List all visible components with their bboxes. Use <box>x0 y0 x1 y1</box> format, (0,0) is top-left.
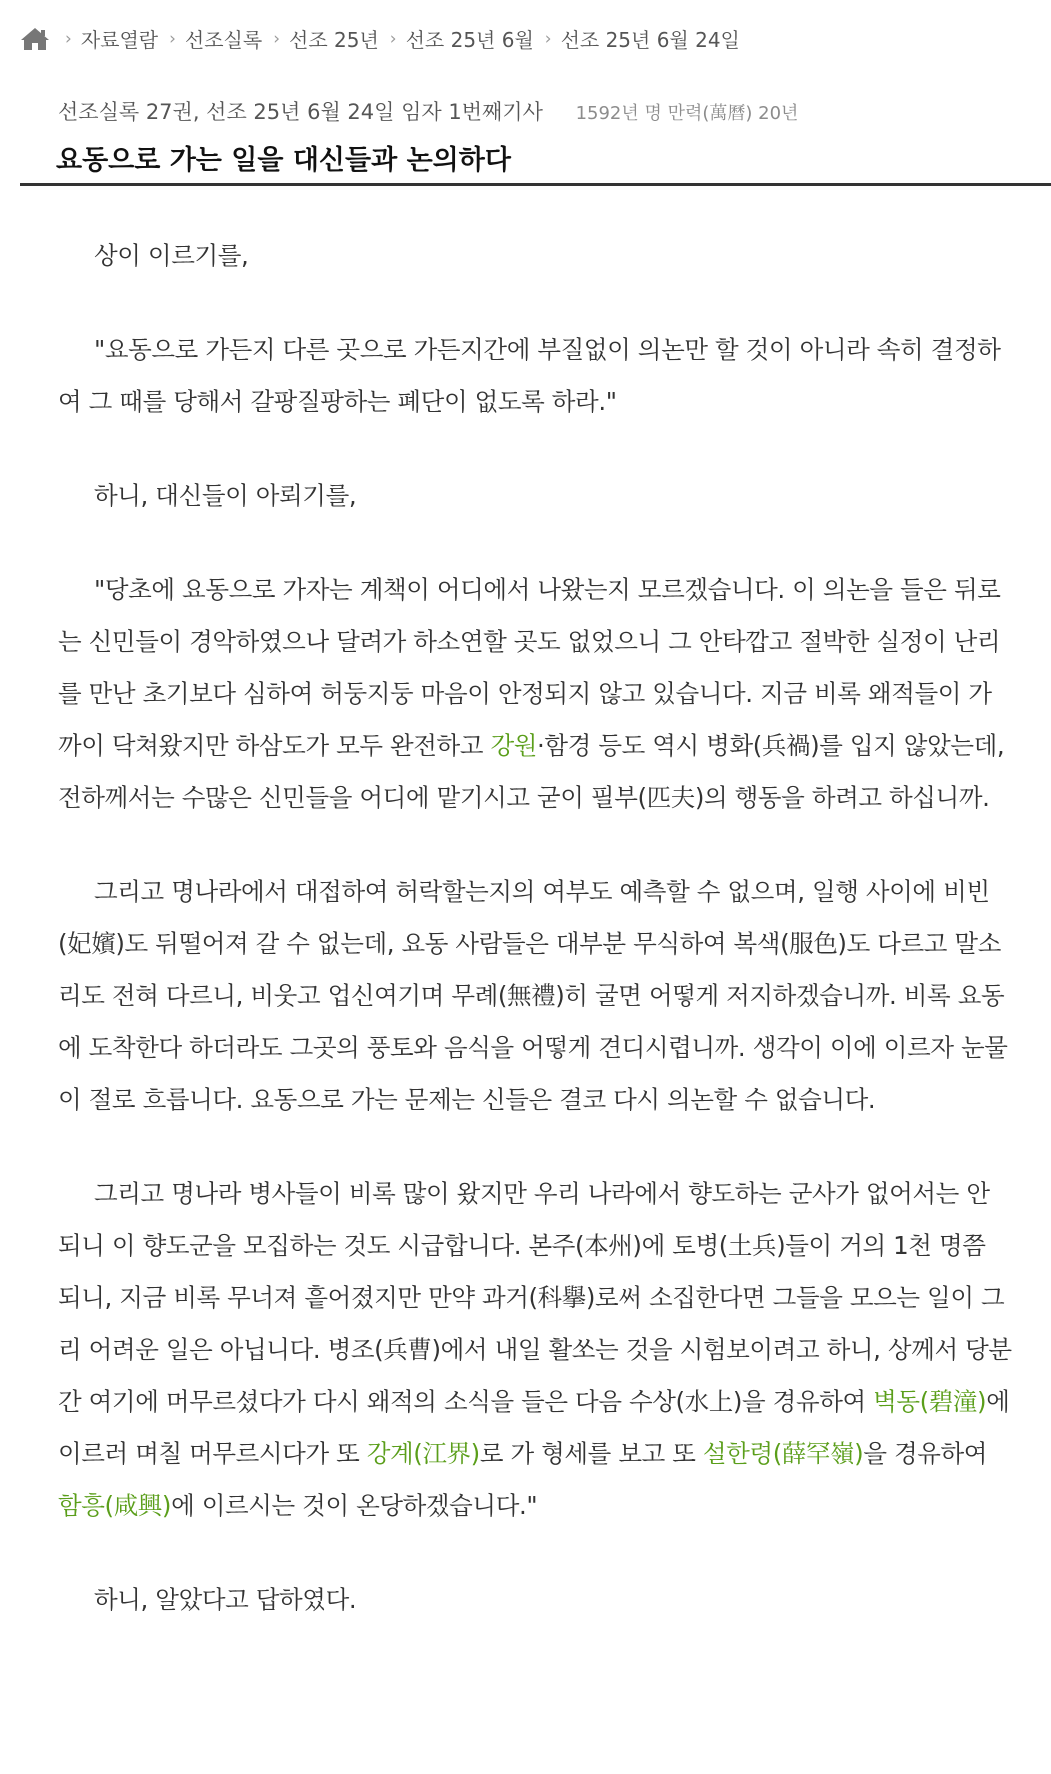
page-title: 요동으로 가는 일을 대신들과 논의하다 <box>56 145 511 176</box>
title-divider <box>20 183 1051 186</box>
breadcrumb-item-year[interactable]: 선조 25년 <box>289 28 379 52</box>
article-meta <box>58 96 798 126</box>
chevron-right-icon: › <box>273 28 280 49</box>
paragraph-6-text-c: 로 가 형세를 보고 또 <box>479 1439 703 1468</box>
article-source: 선조실록 27권, 선조 25년 6월 24일 임자 1번째기사 <box>58 100 543 124</box>
paragraph-4-text-a: "당초에 요동으로 가자는 계책이 어디에서 나왔는지 모르겠습니다. 이 의논을 들은 뒤로는 신민들이 경악하였으나 달려가 하소연할 곳도 없었으니 그 안타깝고 절박한 실정이 난리를 만난 초기보다 심하여 허둥지둥 마음이 안정되지 않고 있습니다. 지금 비록 왜적들이 가까이 닥쳐왔지만 하삼도가 모두 완전하고 <box>58 575 1001 760</box>
paragraph-2: "요동으로 가든지 다른 곳으로 가든지간에 부질없이 의논만 할 것이 아니라 속히 결정하여 그 때를 당해서 갈팡질팡하는 폐단이 없도록 하라." <box>58 335 1001 416</box>
home-icon[interactable] <box>20 27 50 51</box>
article-year-info: 1592년 명 만력(萬曆) 20년 <box>575 103 799 124</box>
place-link-byeokdong[interactable]: 벽동(碧潼) <box>873 1387 987 1416</box>
paragraph-4-text-b: ·함경 등도 역시 병화(兵禍)를 입지 않았는데, 전하께서는 수많은 신민들을 어디에 맡기시고 굳이 필부(匹夫)의 행동을 하려고 하십니까. <box>58 731 1005 812</box>
paragraph-7: 하니, 알았다고 답하였다. <box>94 1585 357 1614</box>
paragraph-6-text-b: 에 이르러 며칠 머무르시다가 또 <box>58 1387 1010 1468</box>
place-link-seolhanryeong[interactable]: 설한령(薛罕嶺) <box>702 1439 864 1468</box>
breadcrumb-item-archive[interactable]: 자료열람 <box>80 28 159 52</box>
paragraph-1: 상이 이르기를, <box>94 241 249 270</box>
place-link-hamheung[interactable]: 함흥(咸興) <box>58 1491 172 1520</box>
paragraph-3: 하니, 대신들이 아뢰기를, <box>94 481 357 510</box>
chevron-right-icon: › <box>65 28 72 49</box>
paragraph-5: 그리고 명나라에서 대접하여 허락할는지의 여부도 예측할 수 없으며, 일행 사이에 비빈(妃嬪)도 뒤떨어져 갈 수 없는데, 요동 사람들은 대부분 무식하여 복색(服色)도 다르고 말소리도 전혀 다르니, 비웃고 업신여기며 무례(無禮)히 굴면 어떻게 저지하겠습니까. 비록 요동에 도착한다 하더라도 그곳의 풍토와 음식을 어떻게 견디시렵니까. 생각이 이에 이르자 눈물이 절로 흐릅니다. 요동으로 가는 문제는 신들은 결코 다시 의논할 수 없습니다. <box>58 877 1008 1114</box>
chevron-right-icon: › <box>169 28 176 49</box>
breadcrumb-item-month[interactable]: 선조 25년 6월 <box>405 28 534 52</box>
breadcrumb <box>20 24 740 53</box>
paragraph-6 <box>58 1168 1014 1532</box>
chevron-right-icon: › <box>544 28 552 49</box>
place-link-gangwon[interactable]: 강원 <box>490 731 538 760</box>
breadcrumb-item-annals[interactable]: 선조실록 <box>184 28 263 52</box>
breadcrumb-item-day[interactable]: 선조 25년 6월 24일 <box>560 28 740 52</box>
paragraph-6-text-a: 그리고 명나라 병사들이 비록 많이 왔지만 우리 나라에서 향도하는 군사가 없어서는 안 되니 이 향도군을 모집하는 것도 시급합니다. 본주(本州)에 토병(土兵)들이 거의 1천 명쯤 되니, 지금 비록 무너져 흩어졌지만 만약 과거(科擧)로써 소집한다면 그들을 모으는 일이 그리 어려운 일은 아닙니다. 병조(兵曹)에서 내일 활쏘는 것을 시험보이려고 하니, 상께서 당분간 여기에 머무르셨다가 다시 왜적의 소식을 들은 다음 수상(水上)을 경유하여 <box>58 1179 1012 1416</box>
paragraph-6-text-e: 에 이르시는 것이 온당하겠습니다." <box>171 1491 538 1520</box>
chevron-right-icon: › <box>389 28 397 49</box>
place-link-ganggye[interactable]: 강계(江界) <box>366 1439 480 1468</box>
paragraph-6-text-d: 을 경유하여 <box>863 1439 988 1468</box>
article-body <box>58 230 1014 1668</box>
paragraph-4 <box>58 564 1014 824</box>
